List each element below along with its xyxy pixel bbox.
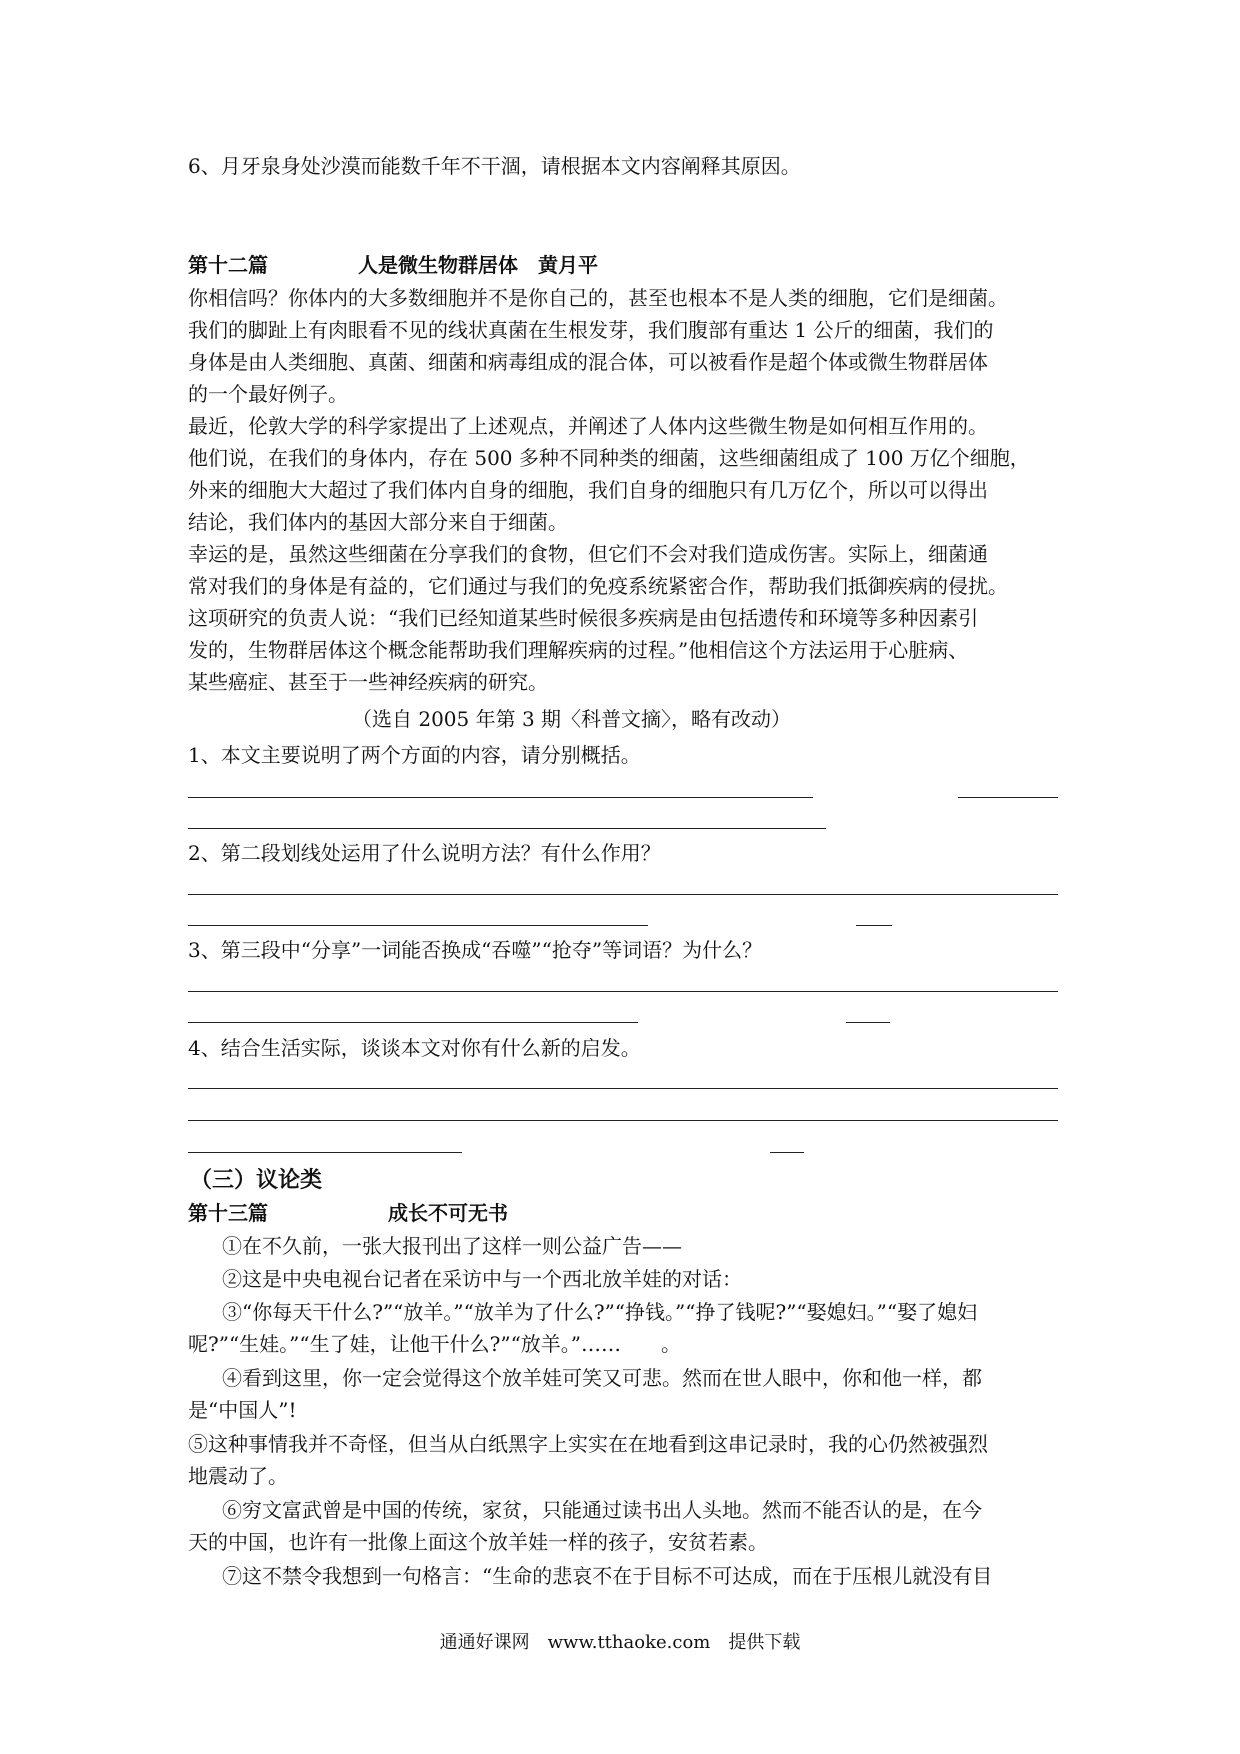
answer-line[interactable] [188,1088,1058,1089]
paragraph-2-line: 外来的细胞大大超过了我们体内自身的细胞，我们自身的细胞只有几万亿个，所以可以得出 [188,478,988,502]
paragraph-1-line: 我们的脚趾上有肉眼看不见的线状真菌在生根发芽，我们腹部有重达 1 公斤的细菌，我们的 [188,318,994,342]
answer-line[interactable] [846,1022,890,1023]
answer-line[interactable] [958,797,1058,798]
paragraph-3-line: 某些癌症、甚至于一些神经疾病的研究。 [188,670,548,694]
question-6: 6、月牙泉身处沙漠而能数千年不干涸，请根据本文内容阐释其原因。 [188,154,801,178]
article-13-line: 天的中国，也许有一批像上面这个放羊娃一样的孩子，安贫若素。 [188,1530,768,1554]
paragraph-3-line: 这项研究的负责人说：“我们已经知道某些时候很多疾病是由包括遗传和环境等多种因素引 [188,606,979,630]
answer-line[interactable] [188,1022,638,1023]
article-13-header [188,1197,1068,1229]
question-4: 4、结合生活实际，谈谈本文对你有什么新的启发。 [188,1036,641,1060]
answer-line[interactable] [188,925,648,926]
paragraph-1-line: 身体是由人类细胞、真菌、细菌和病毒组成的混合体，可以被看作是超个体或微生物群居体 [188,350,988,374]
article-title: 人是微生物群居体 [358,253,518,277]
answer-line[interactable] [770,1152,804,1153]
answer-line[interactable] [188,797,813,798]
page-footer: 通通好课网 www.tthaoke.com 提供下载 [439,1632,801,1653]
article-label: 第十二篇 [188,253,268,277]
answer-line[interactable] [188,894,1058,895]
paragraph-3-line: 幸运的是，虽然这些细菌在分享我们的食物，但它们不会对我们造成伤害。实际上，细菌通 [188,542,988,566]
paragraph-2-line: 他们说，在我们的身体内，存在 500 多种不同种类的细菌，这些细菌组成了 100 万亿个细胞， [188,446,1030,470]
paragraph-3-line: 常对我们的身体是有益的，它们通过与我们的免疫系统紧密合作，帮助我们抵御疾病的侵扰。 [188,574,1008,598]
article-12-header [188,249,1068,281]
question-3: 3、第三段中“分享”一词能否换成“吞噬”“抢夺”等词语？为什么？ [188,938,763,962]
paragraph-1-line: 你相信吗？你体内的大多数细胞并不是你自己的，甚至也根本不是人类的细胞，它们是细菌。 [188,286,1008,310]
answer-line[interactable] [188,1152,462,1153]
paragraph-1-line: 的一个最好例子。 [188,382,348,406]
article-13-line: ③“你每天干什么?”“放羊。”“放羊为了什么?”“挣钱。”“挣了钱呢?”“娶媳妇。”“娶了媳妇 [222,1300,978,1324]
article-13-line: ④看到这里，你一定会觉得这个放羊娃可笑又可悲。然而在世人眼中，你和他一样，都 [222,1366,982,1390]
article-13-line: 是“中国人”! [188,1398,297,1422]
article-13-line: ⑤这种事情我并不奇怪，但当从白纸黑字上实实在在地看到这串记录时，我的心仍然被强烈 [188,1432,988,1456]
paragraph-2-line: 最近，伦敦大学的科学家提出了上述观点，并阐述了人体内这些微生物是如何相互作用的。 [188,414,988,438]
answer-line[interactable] [188,828,826,829]
section-heading: （三）议论类 [190,1167,323,1193]
article-13-line: ⑥穷文富武曾是中国的传统，家贫，只能通过读书出人头地。然而不能否认的是，在今 [222,1498,982,1522]
answer-line[interactable] [856,925,892,926]
source-citation: （选自 2005 年第 3 期〈科普文摘〉，略有改动） [352,707,792,731]
article-13-line: ②这是中央电视台记者在采访中与一个西北放羊娃的对话： [222,1267,742,1291]
article-author: 黄月平 [538,253,598,277]
question-1: 1、本文主要说明了两个方面的内容，请分别概括。 [188,743,641,767]
answer-line[interactable] [188,1120,1058,1121]
article-13-line: ⑦这不禁令我想到一句格言：“生命的悲哀不在于目标不可达成，而在于压根儿就没有目 [222,1564,993,1588]
question-2: 2、第二段划线处运用了什么说明方法？有什么作用？ [188,841,661,865]
answer-line[interactable] [188,991,1058,992]
article-13-line: 地震动了。 [188,1464,288,1488]
paragraph-2-line: 结论，我们体内的基因大部分来自于细菌。 [188,510,568,534]
paragraph-3-line: 发的，生物群居体这个概念能帮助我们理解疾病的过程。”他相信这个方法运用于心脏病、 [188,638,969,662]
article-title: 成长不可无书 [388,1201,508,1225]
article-label: 第十三篇 [188,1201,268,1225]
article-13-line: 呢?”“生娃。”“生了娃，让他干什么?”“放羊。”…… 。 [188,1332,682,1356]
article-13-line: ①在不久前，一张大报刊出了这样一则公益广告—— [222,1234,682,1258]
